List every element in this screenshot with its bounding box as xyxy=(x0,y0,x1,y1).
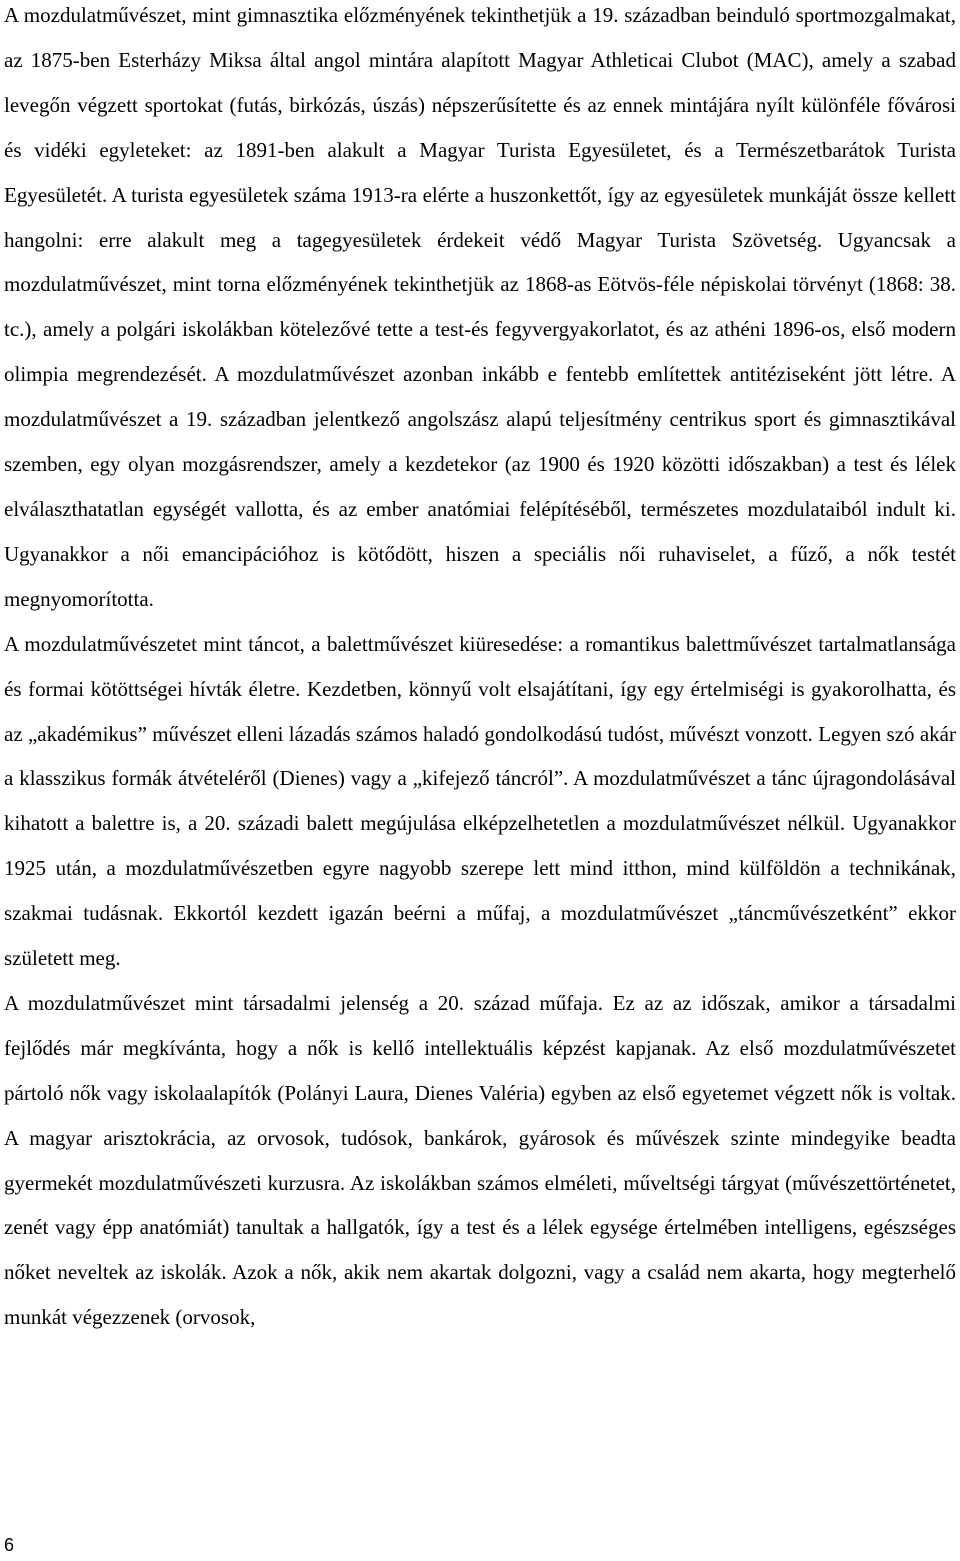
paragraph-3: A mozdulatművészet mint társadalmi jelenség a 20. század műfaja. Ez az az időszak, amikor a társadalmi fejlődés már megkívánta, hogy a nők is kellő intellektuális képzést kapjanak. Az első mozdulatművészetet pártoló nők vagy iskolaalapítók (Polányi Laura, Dienes Valéria) egyben az első egyetemet végzett nők is voltak. A magyar arisztokrácia, az orvosok, tudósok, bankárok, gyárosok és művészek szinte mindegyike beadta gyermekét mozdulatművészeti kurzusra. Az iskolákban számos elméleti, műveltségi tárgyat (művészettörténetet, zenét vagy épp anatómiát) tanultak a hallgatók, így a test és a lélek egysége értelmében intelligens, egészséges nőket neveltek az iskolák. Azok a nők, akik nem akartak dolgozni, vagy a család nem akarta, hogy megterhelő munkát végezzenek (orvosok, xyxy=(4,990,956,1330)
document-page xyxy=(4,0,956,1340)
paragraph-2: A mozdulatművészetet mint táncot, a balettművészet kiüresedése: a romantikus balettművészet tartalmatlansága és formai kötöttségei hívták életre. Kezdetben, könnyű volt elsajátítani, így egy értelmiségi is gyakorolhatta, és az „akadémikus” művészet elleni lázadás számos haladó gondolkodású tudóst, művészt vonzott. Legyen szó akár a klasszikus formák átvételéről (Dienes) vagy a „kifejező táncról”. A mozdulatművészet a tánc újragondolásával kihatott a balettre is, a 20. századi balett megújulása elképzelhetetlen a mozdulatművészet nélkül. Ugyanakkor 1925 után, a mozdulatművészetben egyre nagyobb szerepe lett mind itthon, mind külföldön a technikának, szakmai tudásnak. Ekkortól kezdett igazán beérni a műfaj, a mozdulatművészet „táncművészetként” ekkor született meg. xyxy=(4,631,956,971)
paragraph-1: A mozdulatművészet, mint gimnasztika előzményének tekinthetjük a 19. században beinduló sportmozgalmakat, az 1875-ben Esterházy Miksa által angol mintára alapított Magyar Athleticai Clubot (MAC), amely a szabad levegőn végzett sportokat (futás, birkózás, úszás) népszerűsítette és az ennek mintájára nyílt különféle fővárosi és vidéki egyleteket: az 1891-ben alakult a Magyar Turista Egyesületet, és a Természetbarátok Turista Egyesületét. A turista egyesületek száma 1913-ra elérte a huszonkettőt, így az egyesületek munkáját össze kellett hangolni: erre alakult meg a tagegyesületek érdekeit védő Magyar Turista Szövetség. Ugyancsak a mozdulatművészet, mint torna előzményének tekinthetjük az 1868-as Eötvös-féle népiskolai törvényt (1868: 38. tc.), amely a polgári iskolákban kötelezővé tette a test-és fegyvergyakorlatot, és az athéni 1896-os, első modern olimpia megrendezését. A mozdulatművészet azonban inkább e fentebb említettek antitéziseként jött létre. A mozdulatművészet a 19. században jelentkező angolszász alapú teljesítmény centrikus sport és gimnasztikával szemben, egy olyan mozgásrendszer, amely a kezdetekor (az 1900 és 1920 közötti időszakban) a test és lélek elválaszthatatlan egységét vallotta, és az ember anatómiai felépítéséből, természetes mozdulataiból indult ki. Ugyanakkor a női emancipációhoz is kötődött, hiszen a speciális női ruhaviselet, a fűző, a nők testét megnyomorította. xyxy=(4,3,956,611)
page-number: 6 xyxy=(4,1535,15,1555)
